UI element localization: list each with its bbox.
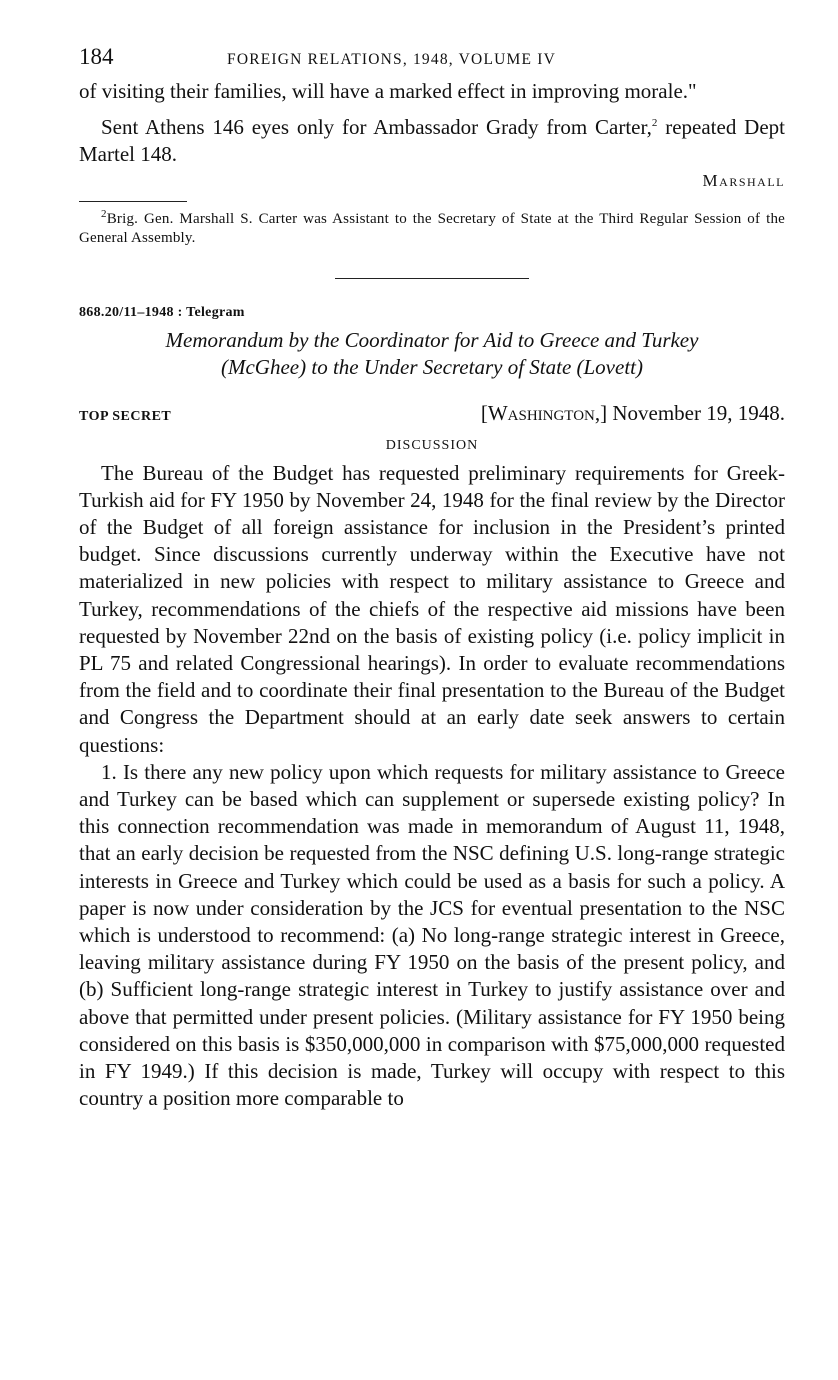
place: [Washington,] <box>480 400 608 425</box>
document-meta <box>79 401 785 426</box>
page-number: 184 <box>79 44 114 69</box>
running-head: FOREIGN RELATIONS, 1948, VOLUME IV <box>227 51 556 68</box>
classification-marking: TOP SECRET <box>79 408 172 424</box>
document-title-line2: (McGhee) to the Under Secretary of State (Lovett) <box>221 354 643 379</box>
footnote-reference: 2 <box>651 117 658 130</box>
continuation-paragraph: of visiting their families, will have a marked effect in improving morale." <box>79 79 697 103</box>
footnote-mark: 2 <box>101 207 107 220</box>
page-header <box>79 44 785 78</box>
sent-line-text-end: repeated Dept Martel 148. <box>79 115 785 167</box>
sent-line-paragraph <box>79 114 785 168</box>
section-heading: DISCUSSION <box>385 437 479 453</box>
footnote-rule <box>79 201 187 202</box>
footnote <box>79 207 785 248</box>
section-separator <box>335 278 529 279</box>
footnote-text: Brig. Gen. Marshall S. Carter was Assistant to the Secretary of State at the Third Regular Session of the General Assembly. <box>79 210 785 246</box>
file-reference: 868.20/11–1948 : Telegram <box>79 304 245 320</box>
document-page <box>79 44 785 1112</box>
body-paragraph: 1. Is there any new policy upon which requests for military assistance to Greece and Turkey can be based which can supplement or supersede existing policy? In this connection recommendation was made in memorandum of August 11, 1948, that an early decision be requested from the NSC defining U.S. long-range strategic interests in Greece and Turkey which could be used as a basis for such a policy. A paper is now under consideration by the JCS for eventual presentation to the NSC which is understood to recommend: (a) No long-range strategic interest in Greece, leaving military assistance during FY 1950 on the basis of the present policy, and (b) Sufficient long-range strategic interest in Turkey to justify assistance over and above that permitted under present policies. (Military assistance for FY 1950 being considered on this basis is $350,000,000 in comparison with $75,000,000 requested in FY 1949.) If this decision is made, Turkey will occupy with respect to this country a position more comparable to <box>79 759 785 1111</box>
body-paragraph: The Bureau of the Budget has requested preliminary requirements for Greek-Turkish aid for FY 1950 by November 24, 1948 for the final review by the Director of the Budget of all foreign assistance for inclusion in the President’s printed budget. Since discussions currently underway within the Executive have not materialized in new policies with respect to military assistance to Greece and Turkey, recommendations of the chiefs of the respective aid missions have been requested by November 22nd on the basis of existing policy (i.e. policy implicit in PL 75 and related Congressional hearings). In order to evaluate recommendations from the field and to coordinate their final presentation to the Bureau of the Budget and Congress the Department should at an early date seek answers to certain questions: <box>79 460 785 757</box>
dateline <box>481 401 785 426</box>
sent-line-text: Sent Athens 146 eyes only for Ambassador Grady from Carter, <box>101 115 652 140</box>
document-title-line1: Memorandum by the Coordinator for Aid to Greece and Turkey <box>165 327 699 352</box>
date: November 19, 1948. <box>612 400 785 425</box>
signature: Marshall <box>702 170 785 190</box>
